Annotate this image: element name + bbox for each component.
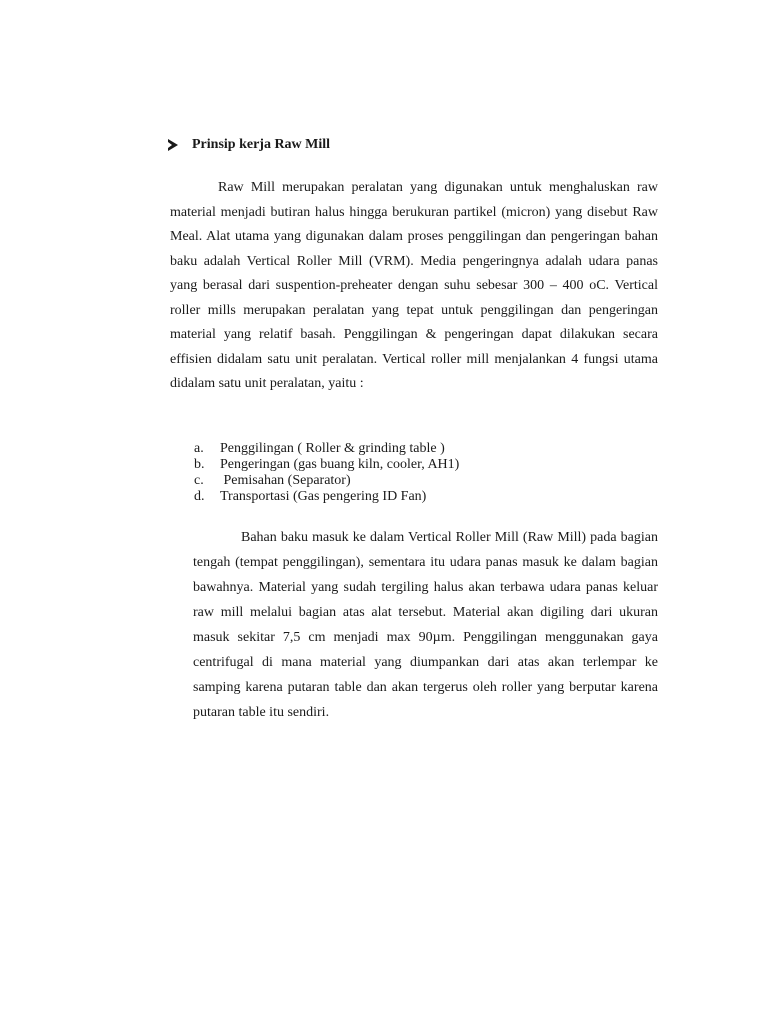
list-item-text: Penggilingan ( Roller & grinding table ) <box>220 441 445 456</box>
intro-paragraph: Raw Mill merupakan peralatan yang digunakan untuk menghaluskan raw material menjadi butiran halus hingga berukuran partikel (micron) yang disebut Raw Meal. Alat utama yang digunakan dalam proses penggilingan dan pengeringan bahan baku adalah Vertical Roller Mill (VRM). Media pengeringnya adalah udara panas yang berasal dari suspention-preheater dengan suhu sebesar 300 – 400 oC. Vertical roller mills merupakan peralatan yang tepat untuk penggilingan dan pengeringan material yang relatif basah. Penggilingan & pengeringan dapat dilakukan secara effisien didalam satu unit peralatan. Vertical roller mill menjalankan 4 fungsi utama didalam satu unit peralatan, yaitu : <box>170 180 658 391</box>
list-item-text: Pengeringan (gas buang kiln, cooler, AH1) <box>220 457 460 472</box>
list-item-text: Transportasi (Gas pengering ID Fan) <box>220 489 427 504</box>
function-list <box>194 441 459 505</box>
list-item <box>194 473 459 489</box>
list-item <box>194 457 459 473</box>
list-marker: d. <box>194 489 205 504</box>
list-item <box>194 489 459 505</box>
list-item-text: Pemisahan (Separator) <box>220 473 351 488</box>
process-paragraph: Bahan baku masuk ke dalam Vertical Roller Mill (Raw Mill) pada bagian tengah (tempat penggilingan), sementara itu udara panas masuk ke dalam bagian bawahnya. Material yang sudah tergiling halus akan terbawa udara panas keluar raw mill melalui bagian atas alat tersebut. Material akan digiling dari ukuran masuk sekitar 7,5 cm menjadi max 90µm. Penggilingan menggunakan gaya centrifugal di mana material yang diumpankan dari atas akan terlempar ke samping karena putaran table dan akan tergerus oleh roller yang berputar karena putaran table itu sendiri. <box>193 530 658 720</box>
section-heading <box>168 137 330 153</box>
list-marker: a. <box>194 441 204 456</box>
list-item <box>194 441 459 457</box>
section-heading-text: Prinsip kerja Raw Mill <box>192 137 331 152</box>
list-marker: b. <box>194 457 205 472</box>
list-marker: c. <box>194 473 204 488</box>
arrow-bullet-icon <box>168 139 178 151</box>
